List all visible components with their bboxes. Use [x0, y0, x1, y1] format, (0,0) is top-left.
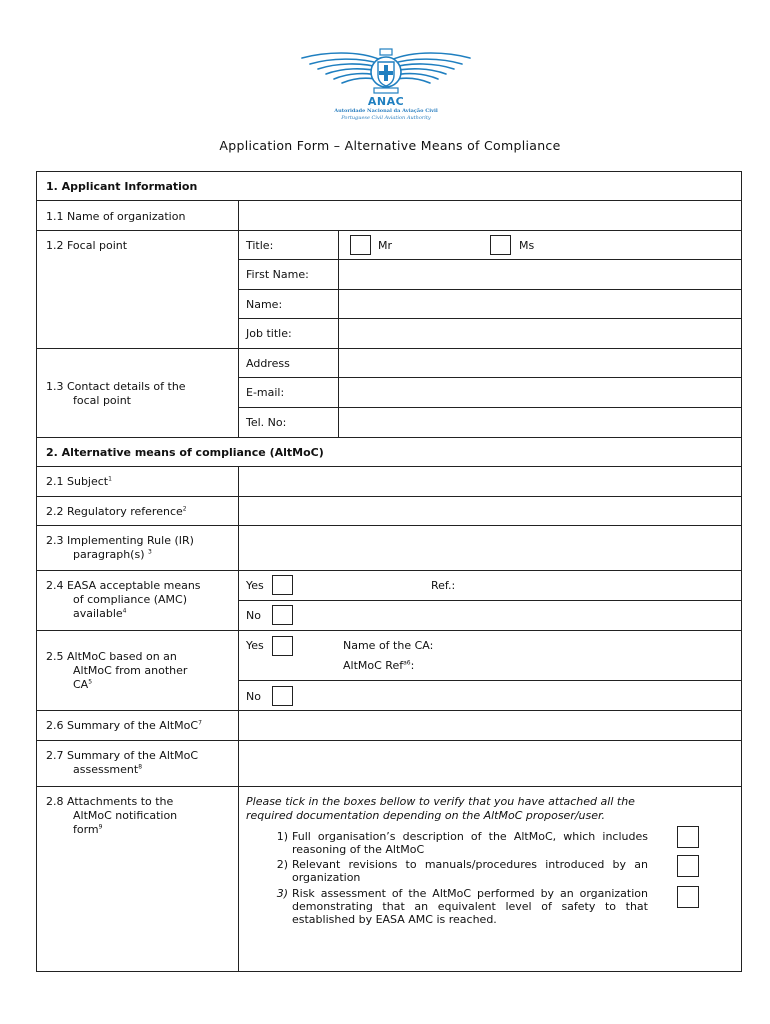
row-divider: [36, 710, 742, 711]
row-divider: [36, 230, 742, 231]
mr-checkbox[interactable]: [350, 235, 371, 255]
row-divider: [36, 496, 742, 497]
row-divider: [238, 259, 742, 260]
row-divider: [36, 630, 742, 631]
label-attachments: 2.8 Attachments to the: [46, 795, 174, 808]
label-altmoc-yes: Yes: [246, 639, 264, 652]
amc-yes-checkbox[interactable]: [272, 575, 293, 595]
attachments-instruction: [246, 795, 635, 822]
column-divider: [238, 200, 239, 437]
row-divider: [36, 200, 742, 201]
label-altmoc-no: No: [246, 690, 261, 703]
label-mr: Mr: [378, 239, 393, 252]
label-address: Address: [246, 357, 290, 370]
altmoc-yes-checkbox[interactable]: [272, 636, 293, 656]
label-attachments-line3: form$^9$: [73, 823, 103, 836]
label-implementing-rule: 2.3 Implementing Rule (IR): [46, 534, 194, 547]
label-tel: Tel. No:: [246, 416, 287, 429]
label-amc-yes: Yes: [246, 579, 264, 592]
label-email: E-mail:: [246, 386, 285, 399]
label-amc-no: No: [246, 609, 261, 622]
label-amc-ref: Ref.:: [431, 579, 456, 592]
label-summary-altmoc: 2.6 Summary of the AltMoC$^7$: [46, 719, 202, 732]
instruction-line-2: required documentation depending on the AltMoC proposer/user.: [246, 808, 606, 822]
row-divider: [238, 318, 742, 319]
label-altmoc-based-line3: $CA^5$: [73, 678, 93, 691]
row-divider: [36, 570, 742, 571]
label-attachments-line2: AltMoC notification: [73, 809, 178, 822]
row-divider: [238, 407, 742, 408]
row-divider: [36, 466, 742, 467]
label-contact-details-line2: focal point: [73, 394, 131, 407]
instruction-line-1: Please tick in the boxes bellow to verify that you have attached all the: [246, 795, 635, 808]
attachment-text: Relevant revisions to manuals/procedures introduced by an organization: [292, 858, 648, 884]
column-divider: [238, 466, 239, 972]
label-contact-details: 1.3 Contact details of the: [46, 380, 186, 393]
row-divider: [238, 680, 742, 681]
label-easa-amc: 2.4 EASA acceptable means: [46, 579, 201, 592]
label-first-name: First Name:: [246, 268, 309, 281]
altmoc-no-checkbox[interactable]: [272, 686, 293, 706]
label-easa-amc-line2: of compliance (AMC): [73, 593, 187, 606]
attachment-text: Risk assessment of the AltMoC performed by an organization demonstrating that an equivalent level of safety to that established by EASA AMC is reached.: [292, 887, 648, 926]
label-summary-assessment-line2: assessment$^8$: [73, 763, 143, 776]
ms-checkbox[interactable]: [490, 235, 511, 255]
label-job-title: Job title:: [246, 327, 292, 340]
attachment-2-checkbox[interactable]: [677, 855, 699, 877]
row-divider: [238, 289, 742, 290]
logo-name: ANAC: [367, 95, 405, 108]
label-summary-assessment: 2.7 Summary of the AltMoC: [46, 749, 199, 762]
row-divider: [36, 348, 742, 349]
logo-authority-en: Portuguese Civil Aviation Authority: [341, 115, 431, 121]
attachment-3-checkbox[interactable]: [677, 886, 699, 908]
form-title: Application Form – Alternative Means of Compliance: [219, 138, 561, 153]
attachment-1-checkbox[interactable]: [677, 826, 699, 848]
label-easa-amc-line3: available$^4$: [73, 607, 127, 620]
row-divider: [36, 740, 742, 741]
label-regulatory-reference: 2.2 Regulatory reference$^2$: [46, 505, 187, 518]
row-divider: [238, 377, 742, 378]
attachment-number: 1): [276, 830, 288, 843]
column-divider: [338, 230, 339, 437]
attachment-text: Full organisation’s description of the AltMoC, which includes reasoning of the AltMoC: [292, 830, 648, 856]
label-name-of-ca: Name of the CA:: [343, 639, 434, 652]
row-divider: [238, 600, 742, 601]
row-divider: [36, 525, 742, 526]
section-1-heading: 1. Applicant Information: [46, 180, 198, 193]
label-title: Title:: [246, 239, 274, 252]
logo-authority-pt: Autoridade Nacional da Aviação Civil: [334, 108, 438, 114]
label-ms: Ms: [519, 239, 535, 252]
label-focal-point: 1.2 Focal point: [46, 239, 128, 252]
anac-logo: [296, 48, 476, 130]
attachment-number: 2): [276, 858, 288, 871]
amc-no-checkbox[interactable]: [272, 605, 293, 625]
row-divider: [36, 437, 742, 438]
label-altmoc-based-line2: AltMoC from another: [73, 664, 188, 677]
section-2-heading: 2. Alternative means of compliance (AltMoC): [46, 446, 324, 459]
label-subject: 2.1 Subject$^1$: [46, 475, 112, 488]
label-name: Name:: [246, 298, 283, 311]
label-altmoc-ref: AltMoC Ref$^{a6}$:: [343, 659, 415, 672]
label-altmoc-based: 2.5 AltMoC based on an: [46, 650, 177, 663]
attachment-number: 3): [276, 887, 288, 900]
row-divider: [36, 786, 742, 787]
label-implementing-rule-line2: paragraph(s) $^3$: [73, 548, 152, 561]
label-name-of-organization: 1.1 Name of organization: [46, 210, 186, 223]
